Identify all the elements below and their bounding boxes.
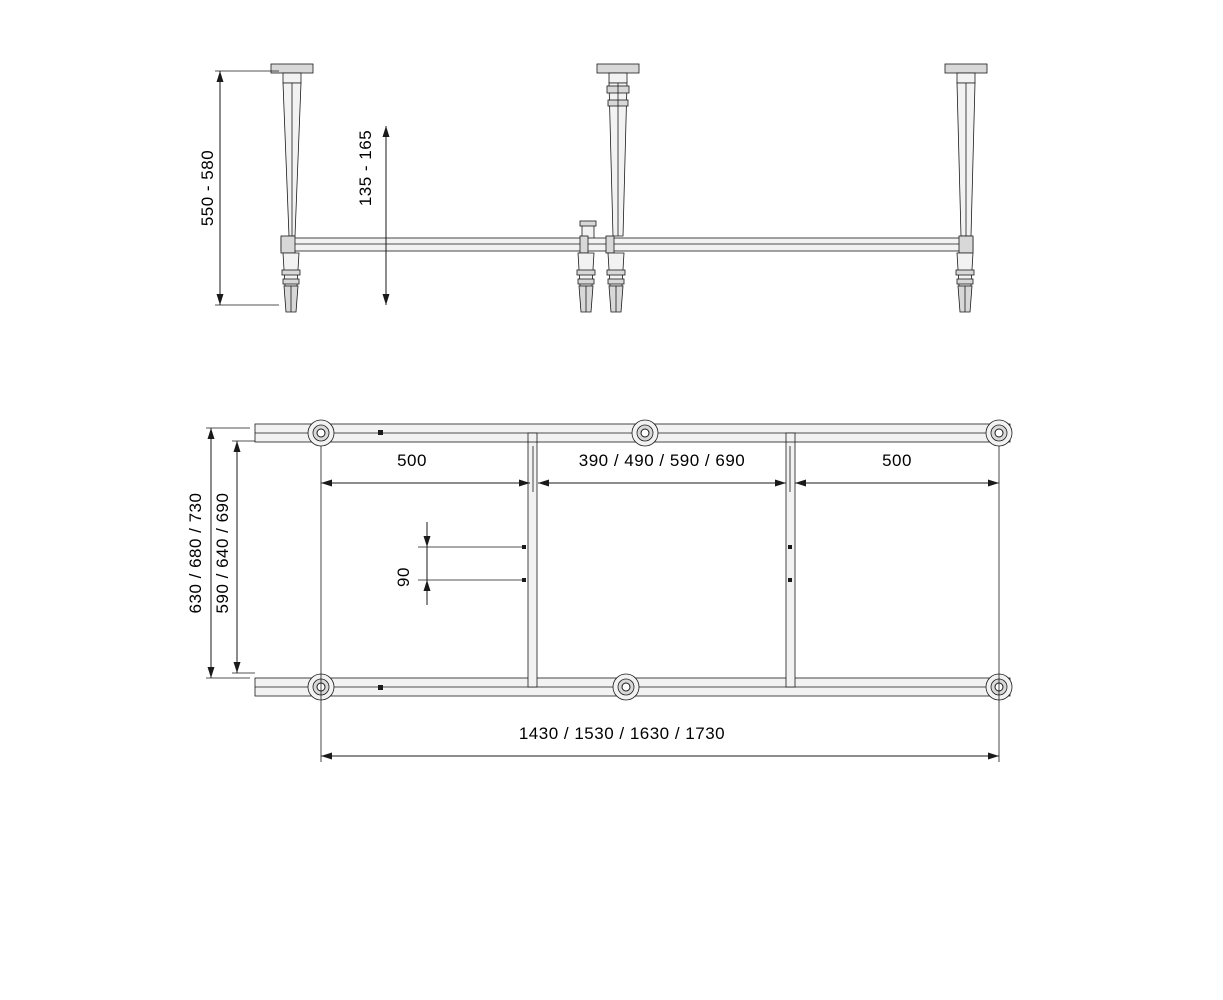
dimension-height-total — [198, 71, 279, 305]
post-right — [957, 83, 975, 236]
ceiling-plate-center — [597, 64, 639, 83]
post-left — [283, 83, 301, 236]
dimension-label-depth-inner: 590 / 640 / 690 — [213, 492, 232, 614]
post-center — [607, 83, 629, 236]
dimension-label-height-total: 550 - 580 — [198, 149, 217, 227]
plan-view — [186, 420, 1012, 762]
dimension-depth-inner — [213, 441, 241, 673]
foot-right — [956, 253, 974, 312]
foot-center-left — [577, 253, 595, 312]
dimension-label-right-section: 500 — [882, 451, 912, 470]
dimension-label-depth-outer: 630 / 680 / 730 — [186, 492, 205, 614]
dimension-leg-adjust — [356, 126, 390, 305]
ceiling-plate-left — [271, 64, 313, 83]
dimension-left-section — [321, 451, 530, 487]
dimension-label-width-total: 1430 / 1530 / 1630 / 1730 — [518, 724, 726, 743]
plan-hub-bottom-center — [613, 674, 639, 700]
foot-left — [282, 253, 300, 312]
horizontal-rail — [281, 236, 973, 253]
plan-hub-top-right — [986, 420, 1012, 446]
plan-hub-top-left — [308, 420, 334, 446]
dimension-bracket-offset — [394, 522, 524, 605]
elevation-view — [198, 64, 987, 312]
dimension-center-section — [538, 451, 786, 487]
foot-center-right — [607, 253, 625, 312]
plan-cross-members — [528, 433, 795, 687]
dimension-label-bracket-offset: 90 — [394, 567, 413, 587]
dimension-depth-outer — [186, 428, 215, 678]
dimension-label-center-section: 390 / 490 / 590 / 690 — [578, 451, 746, 470]
plan-hub-top-center — [632, 420, 658, 446]
dimension-label-leg-adjust: 135 - 165 — [356, 129, 375, 207]
dimension-width-total — [321, 724, 999, 760]
dimension-label-left-section: 500 — [397, 451, 427, 470]
ceiling-plate-right — [945, 64, 987, 83]
dimension-right-section — [795, 451, 999, 487]
plan-extension-lines — [206, 428, 999, 762]
